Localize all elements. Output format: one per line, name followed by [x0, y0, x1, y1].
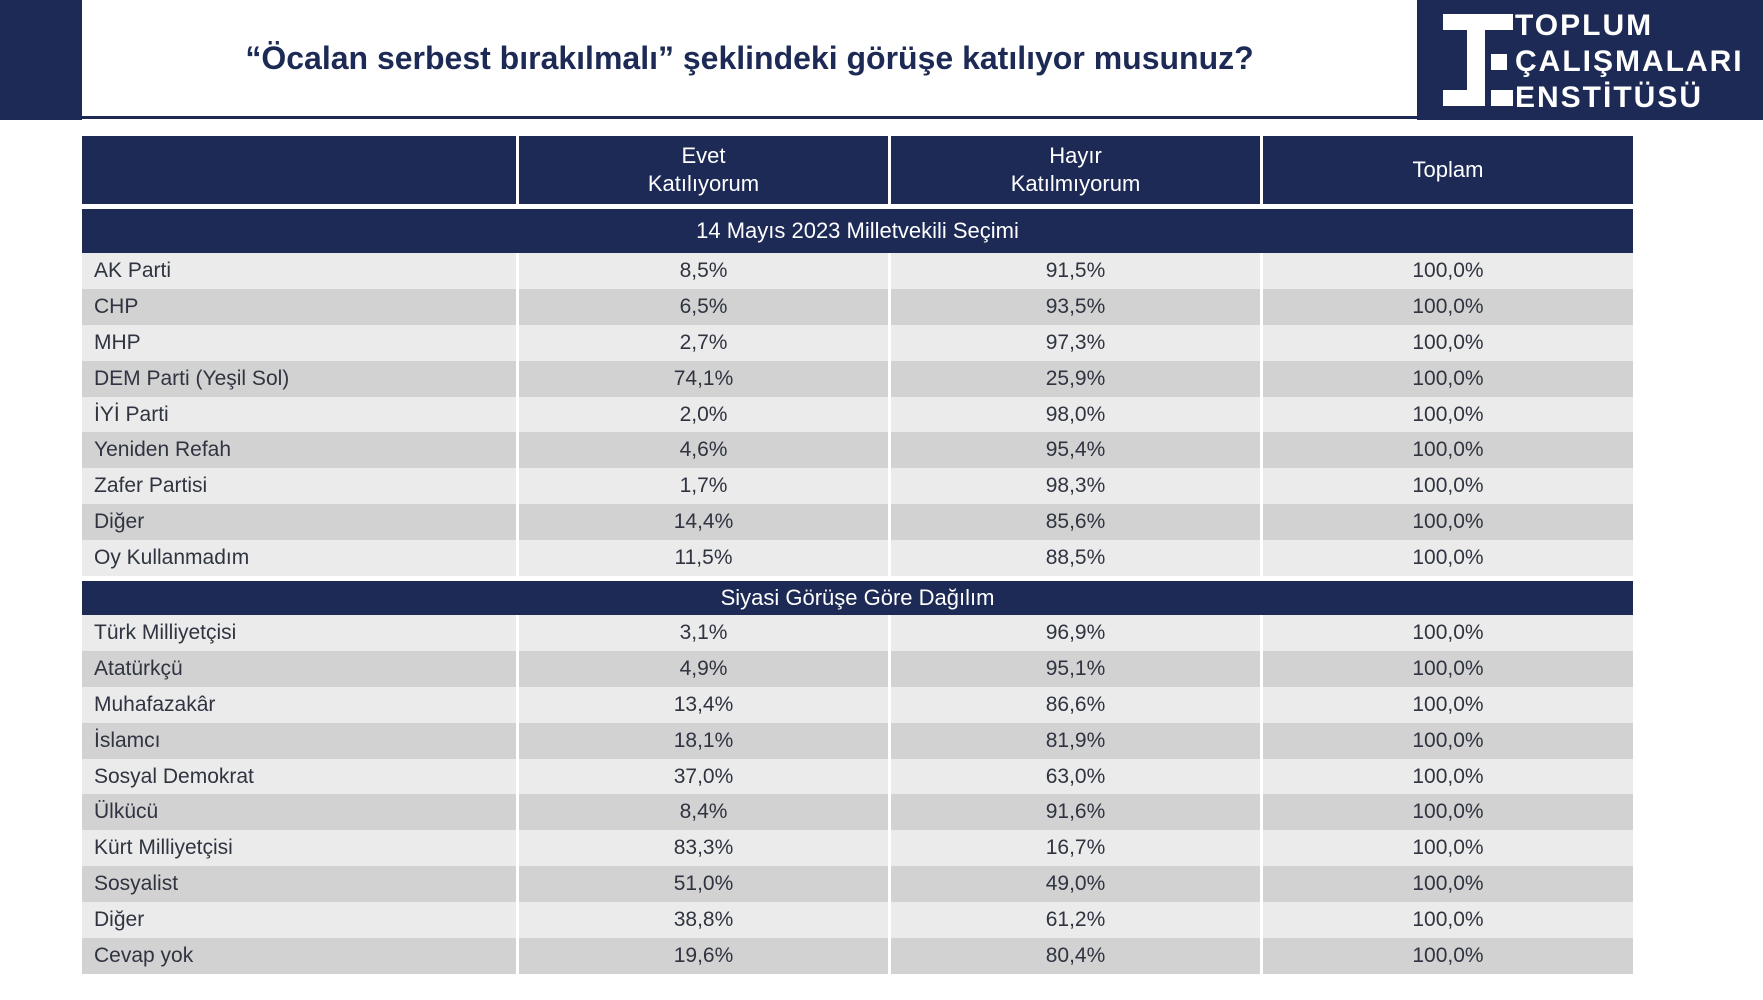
- cell-hayir: 93,5%: [891, 289, 1263, 325]
- column-header-evet-line1: Evet: [681, 143, 726, 168]
- section-header-row: [82, 581, 1633, 615]
- table-row: [82, 540, 1633, 576]
- cell-toplam: 100,0%: [1263, 253, 1633, 289]
- cell-evet: 4,9%: [519, 651, 891, 687]
- cell-evet: 51,0%: [519, 866, 891, 902]
- table-row: [82, 289, 1633, 325]
- logo-mark-icon: [1439, 10, 1517, 110]
- cell-evet: 14,4%: [519, 504, 891, 540]
- cell-evet: 6,5%: [519, 289, 891, 325]
- row-label: Atatürkçü: [82, 651, 519, 687]
- cell-toplam: 100,0%: [1263, 468, 1633, 504]
- cell-hayir: 25,9%: [891, 361, 1263, 397]
- row-label: AK Parti: [82, 253, 519, 289]
- section-header-row: [82, 209, 1633, 253]
- column-header-label: [82, 136, 519, 204]
- cell-hayir: 80,4%: [891, 938, 1263, 974]
- cell-hayir: 95,4%: [891, 432, 1263, 468]
- cell-hayir: 49,0%: [891, 866, 1263, 902]
- cell-toplam: 100,0%: [1263, 794, 1633, 830]
- section-title: Siyasi Görüşe Göre Dağılım: [82, 581, 1633, 615]
- row-label: İslamcı: [82, 723, 519, 759]
- table-row: [82, 651, 1633, 687]
- row-label: MHP: [82, 325, 519, 361]
- cell-hayir: 96,9%: [891, 615, 1263, 651]
- table-row: [82, 504, 1633, 540]
- cell-toplam: 100,0%: [1263, 504, 1633, 540]
- cell-hayir: 16,7%: [891, 830, 1263, 866]
- row-label: Kürt Milliyetçisi: [82, 830, 519, 866]
- cell-hayir: 81,9%: [891, 723, 1263, 759]
- cell-toplam: 100,0%: [1263, 325, 1633, 361]
- institute-logo: [1417, 0, 1763, 120]
- column-header-toplam: Toplam: [1263, 136, 1633, 204]
- cell-toplam: 100,0%: [1263, 540, 1633, 576]
- row-label: Türk Milliyetçisi: [82, 615, 519, 651]
- row-label: Muhafazakâr: [82, 687, 519, 723]
- cell-evet: 3,1%: [519, 615, 891, 651]
- cell-hayir: 91,5%: [891, 253, 1263, 289]
- left-accent-bar: [0, 0, 82, 120]
- cell-toplam: 100,0%: [1263, 432, 1633, 468]
- cell-hayir: 85,6%: [891, 504, 1263, 540]
- cell-toplam: 100,0%: [1263, 361, 1633, 397]
- table-row: [82, 325, 1633, 361]
- row-label: İYİ Parti: [82, 397, 519, 433]
- table-row: [82, 866, 1633, 902]
- row-label: Sosyal Demokrat: [82, 759, 519, 795]
- cell-evet: 83,3%: [519, 830, 891, 866]
- row-label: Yeniden Refah: [82, 432, 519, 468]
- table-row: [82, 759, 1633, 795]
- section-title: 14 Mayıs 2023 Milletvekili Seçimi: [82, 209, 1633, 253]
- row-label: Oy Kullanmadım: [82, 540, 519, 576]
- cell-hayir: 86,6%: [891, 687, 1263, 723]
- cell-hayir: 63,0%: [891, 759, 1263, 795]
- cell-evet: 1,7%: [519, 468, 891, 504]
- cell-hayir: 61,2%: [891, 902, 1263, 938]
- cell-toplam: 100,0%: [1263, 397, 1633, 433]
- cell-evet: 19,6%: [519, 938, 891, 974]
- cell-hayir: 88,5%: [891, 540, 1263, 576]
- table-row: [82, 468, 1633, 504]
- cell-toplam: 100,0%: [1263, 938, 1633, 974]
- cell-toplam: 100,0%: [1263, 723, 1633, 759]
- cell-evet: 37,0%: [519, 759, 891, 795]
- column-header-hayir-line2: Katılmıyorum: [1010, 171, 1141, 196]
- results-table: [82, 136, 1633, 974]
- table-row: [82, 615, 1633, 651]
- cell-toplam: 100,0%: [1263, 651, 1633, 687]
- row-label: Sosyalist: [82, 866, 519, 902]
- column-header-evet-line2: Katılıyorum: [647, 171, 760, 196]
- cell-toplam: 100,0%: [1263, 830, 1633, 866]
- row-label: DEM Parti (Yeşil Sol): [82, 361, 519, 397]
- cell-hayir: 98,3%: [891, 468, 1263, 504]
- cell-hayir: 95,1%: [891, 651, 1263, 687]
- cell-evet: 8,5%: [519, 253, 891, 289]
- table-row: [82, 938, 1633, 974]
- row-label: CHP: [82, 289, 519, 325]
- row-label: Cevap yok: [82, 938, 519, 974]
- table-row: [82, 361, 1633, 397]
- cell-evet: 11,5%: [519, 540, 891, 576]
- cell-evet: 38,8%: [519, 902, 891, 938]
- table-row: [82, 397, 1633, 433]
- page-title: “Öcalan serbest bırakılmalı” şeklindeki görüşe katılıyor musunuz?: [245, 39, 1254, 76]
- cell-hayir: 97,3%: [891, 325, 1263, 361]
- table-row: [82, 830, 1633, 866]
- table-row: [82, 723, 1633, 759]
- cell-evet: 18,1%: [519, 723, 891, 759]
- table-body: [82, 204, 1633, 974]
- row-label: Diğer: [82, 902, 519, 938]
- table-row: [82, 687, 1633, 723]
- table-row: [82, 902, 1633, 938]
- column-header-evet: [519, 136, 891, 204]
- cell-hayir: 91,6%: [891, 794, 1263, 830]
- cell-evet: 8,4%: [519, 794, 891, 830]
- cell-toplam: 100,0%: [1263, 866, 1633, 902]
- cell-evet: 74,1%: [519, 361, 891, 397]
- cell-toplam: 100,0%: [1263, 615, 1633, 651]
- cell-toplam: 100,0%: [1263, 687, 1633, 723]
- cell-evet: 4,6%: [519, 432, 891, 468]
- row-label: Diğer: [82, 504, 519, 540]
- row-label: Zafer Partisi: [82, 468, 519, 504]
- table-row: [82, 432, 1633, 468]
- table-row: [82, 794, 1633, 830]
- logo-text: [1515, 8, 1761, 116]
- header-divider: [82, 116, 1417, 119]
- logo-line-1: TOPLUM: [1515, 9, 1654, 42]
- logo-line-2: ÇALIŞMALARI: [1515, 45, 1744, 78]
- table-row: [82, 253, 1633, 289]
- cell-evet: 2,0%: [519, 397, 891, 433]
- cell-hayir: 98,0%: [891, 397, 1263, 433]
- cell-toplam: 100,0%: [1263, 759, 1633, 795]
- table-header-row: [82, 136, 1633, 204]
- cell-toplam: 100,0%: [1263, 902, 1633, 938]
- column-header-hayir: [891, 136, 1263, 204]
- cell-evet: 2,7%: [519, 325, 891, 361]
- cell-toplam: 100,0%: [1263, 289, 1633, 325]
- row-label: Ülkücü: [82, 794, 519, 830]
- logo-line-3: ENSTİTÜSÜ: [1515, 81, 1704, 114]
- column-header-hayir-line1: Hayır: [1049, 143, 1102, 168]
- cell-evet: 13,4%: [519, 687, 891, 723]
